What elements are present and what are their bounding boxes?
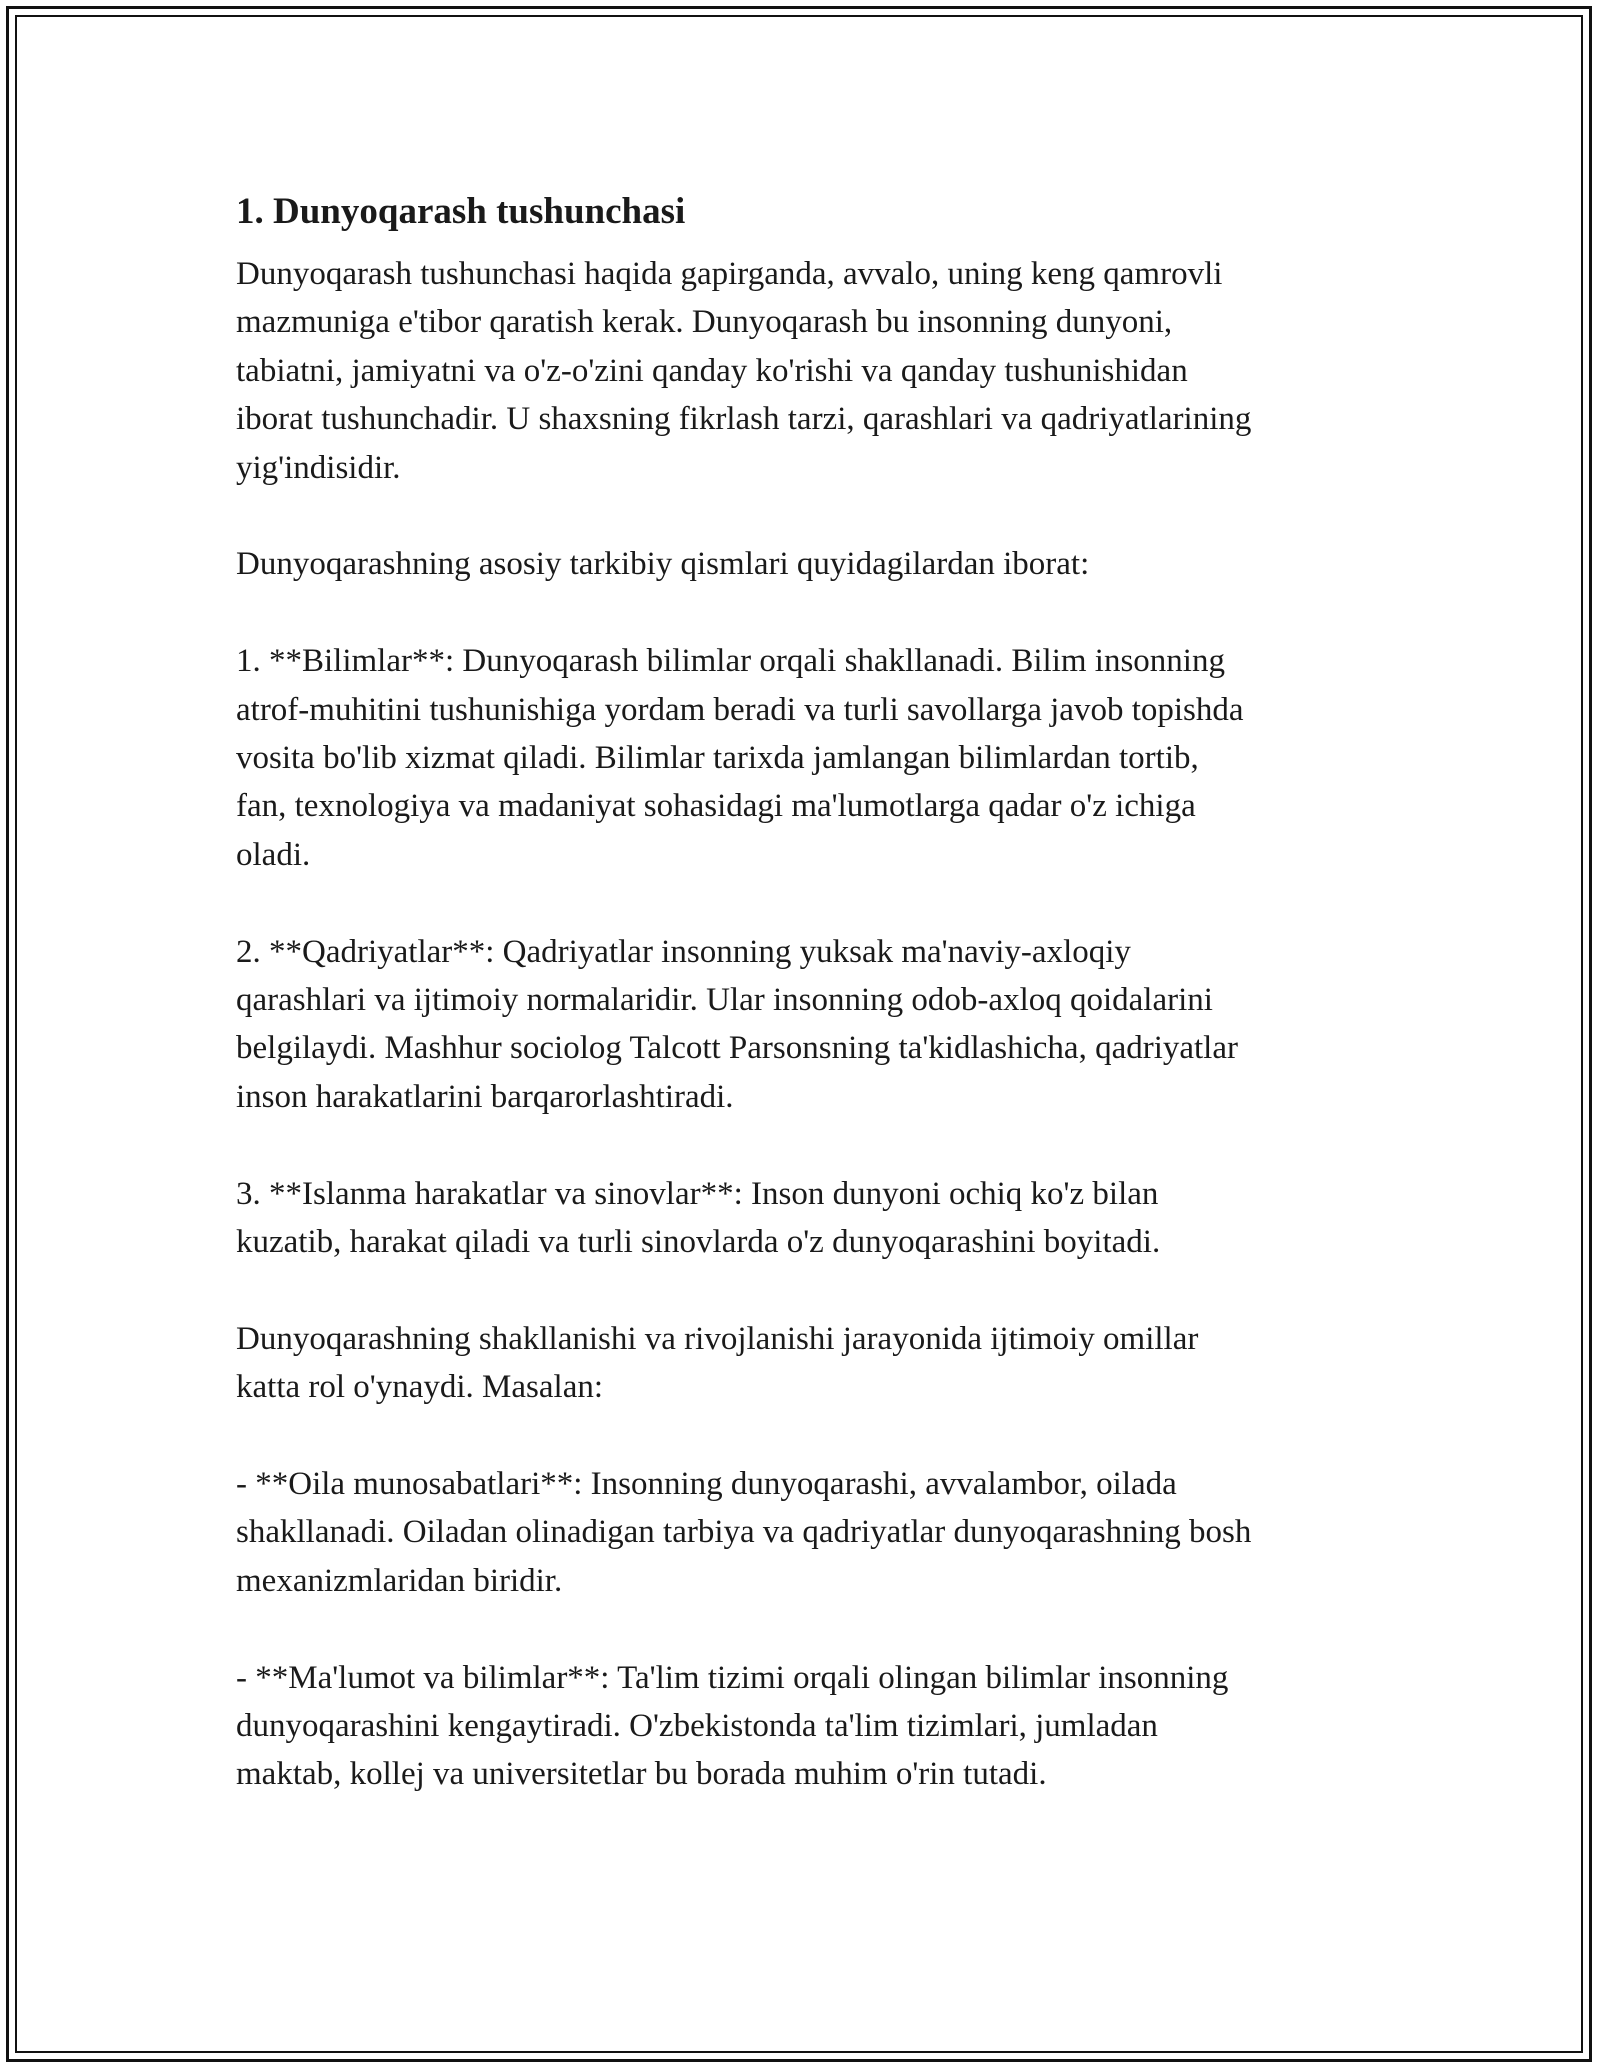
paragraph-line: dunyoqarashini kengaytiradi. O'zbekistonda ta'lim tizimlari, jumladan [236, 1708, 1158, 1745]
paragraph [236, 928, 1386, 1122]
paragraph-line: - **Oila munosabatlari**: Insonning dunyoqarashi, avvalambor, oilada [236, 1466, 1177, 1503]
paragraph-line: belgilaydi. Mashhur sociolog Talcott Parsonsning ta'kidlashicha, qadriyatlar [236, 1030, 1238, 1067]
paragraph-line: katta rol o'ynaydi. Masalan: [236, 1369, 604, 1406]
paragraph-line: vosita bo'lib xizmat qiladi. Bilimlar tarixda jamlangan bilimlardan tortib, [236, 740, 1199, 777]
paragraph-line: iborat tushunchadir. U shaxsning fikrlash tarzi, qarashlari va qadriyatlarining [236, 401, 1252, 438]
paragraph-line: tabiatni, jamiyatni va o'z-o'zini qanday ko'rishi va qanday tushunishidan [236, 352, 1188, 389]
paragraph-line: Dunyoqarashning shakllanishi va rivojlanishi jarayonida ijtimoiy omillar [236, 1320, 1199, 1357]
paragraph [236, 1170, 1386, 1267]
paragraph-list [236, 250, 1386, 1799]
paragraph-line: shakllanadi. Oiladan olinadigan tarbiya va qadriyatlar dunyoqarashning bosh [236, 1514, 1252, 1551]
paragraph-line: oladi. [236, 836, 311, 873]
paragraph-line: 2. **Qadriyatlar**: Qadriyatlar insonning yuksak ma'naviy-axloqiy [236, 933, 1131, 970]
section-heading: 1. Dunyoqarash tushunchasi [236, 191, 686, 232]
paragraph-line: mazmuniga e'tibor qaratish kerak. Dunyoqarash bu insonning dunyoni, [236, 304, 1173, 341]
paragraph-line: - **Ma'lumot va bilimlar**: Ta'lim tizimi orqali olingan bilimlar insonning [236, 1659, 1229, 1696]
paragraph-line: yig'indisidir. [236, 449, 401, 486]
paragraph-line: inson harakatlarini barqarorlashtiradi. [236, 1078, 734, 1115]
paragraph-line: Dunyoqarashning asosiy tarkibiy qismlari quyidagilardan iborat: [236, 546, 1090, 583]
paragraph-line: mexanizmlaridan biridir. [236, 1562, 563, 1599]
paragraph [236, 540, 1386, 588]
paragraph [236, 1315, 1386, 1412]
paragraph-line: maktab, kollej va universitetlar bu borada muhim o'rin tutadi. [236, 1756, 1047, 1793]
paragraph [236, 637, 1386, 879]
document-body [236, 188, 1386, 1847]
paragraph [236, 1654, 1386, 1799]
paragraph-line: atrof-muhitini tushunishiga yordam beradi va turli savollarga javob topishda [236, 691, 1244, 728]
paragraph [236, 250, 1386, 492]
paragraph-line: fan, texnologiya va madaniyat sohasidagi ma'lumotlarga qadar o'z ichiga [236, 788, 1196, 825]
paragraph-line: qarashlari va ijtimoiy normalaridir. Ular insonning odob-axloq qoidalarini [236, 982, 1213, 1019]
paragraph-line: Dunyoqarash tushunchasi haqida gapirganda, avvalo, uning keng qamrovli [236, 256, 1223, 292]
paragraph-line: 3. **Islanma harakatlar va sinovlar**: Inson dunyoni ochiq ko'z bilan [236, 1175, 1159, 1212]
paragraph-line: kuzatib, harakat qiladi va turli sinovlarda o'z dunyoqarashini boyitadi. [236, 1224, 1161, 1261]
paragraph-line: 1. **Bilimlar**: Dunyoqarash bilimlar orqali shakllanadi. Bilim insonning [236, 643, 1225, 680]
paragraph [236, 1460, 1386, 1605]
